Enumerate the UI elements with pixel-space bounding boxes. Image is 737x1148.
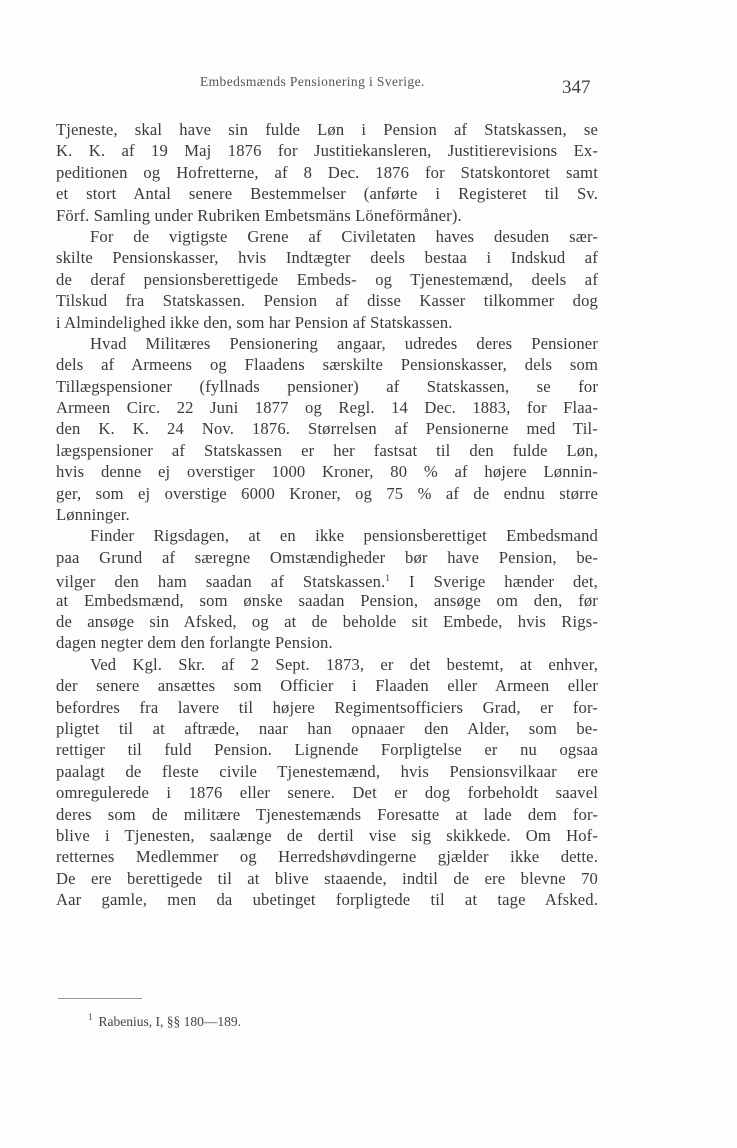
page-number: 347	[562, 77, 591, 98]
text-line: Armeen Circ. 22 Juni 1877 og Regl. 14 Dec. 1883, for Flaa-	[56, 398, 598, 418]
text-line: Tjeneste, skal have sin fulde Løn i Pension af Statskassen, se	[56, 120, 598, 139]
text-line: Tillægspensioner (fyllnads pensioner) af Statskassen, se for	[56, 376, 598, 396]
text-line: rettiger til fuld Pension. Lignende Forpligtelse er nu ogsaa	[56, 740, 598, 760]
footnote-reference[interactable]: 1	[385, 573, 391, 584]
text-line: ger, som ej overstige 6000 Kroner, og 75 % af de endnu større	[56, 483, 598, 503]
text-line: De ere berettigede til at blive staaende, indtil de ere blevne 70	[56, 868, 598, 888]
text-line: blive i Tjenesten, saalænge de dertil vise sig skikkede. Om Hof-	[56, 825, 598, 845]
text-span: vilger den ham saadan af Statskassen.	[56, 572, 386, 592]
text-line: Hvad Militæres Pensionering angaar, udredes deres Pensioner	[90, 333, 598, 353]
running-title: Embedsmænds Pensionering i Sverige.	[200, 74, 425, 89]
text-line: dels af Armeens og Flaadens særskilte Pensionskasser, dels som	[56, 355, 598, 375]
text-line: i Almindelighed ikke den, som har Pension af Statskassen.	[56, 312, 453, 332]
text-line: der senere ansættes som Officier i Flaaden eller Armeen eller	[56, 676, 598, 696]
text-line: peditionen og Hofretterne, af 8 Dec. 1876 for Statskontoret samt	[56, 162, 598, 182]
text-line: Förf. Samling under Rubriken Embetsmäns Löneförmåner).	[56, 205, 462, 225]
text-line: dagen negter dem den forlangte Pension.	[56, 633, 333, 653]
text-line: de ansøge sin Afsked, og at de beholde sit Embede, hvis Rigs-	[56, 611, 598, 631]
text-line: K. K. af 19 Maj 1876 for Justitiekansleren, Justitierevisions Ex-	[56, 141, 598, 161]
text-line: de deraf pensionsberettigede Embeds- og Tjenestemænd, deels af	[56, 269, 598, 289]
footnote-divider	[58, 998, 142, 999]
text-line: Finder Rigsdagen, at en ikke pensionsberettiget Embedsmand	[90, 526, 598, 546]
footnote-text: Rabenius, I, §§ 180—189.	[98, 1014, 241, 1029]
text-line: hvis denne ej overstiger 1000 Kroner, 80 % af højere Lønnin-	[56, 462, 598, 482]
text-line: For de vigtigste Grene af Civiletaten haves desuden sær-	[90, 226, 598, 246]
text-line: Ved Kgl. Skr. af 2 Sept. 1873, er det bestemt, at enhver,	[90, 654, 598, 674]
text-line: den K. K. 24 Nov. 1876. Størrelsen af Pensionerne med Til-	[56, 419, 598, 439]
text-line: befordres fra lavere til højere Regimentsofficiers Grad, er for-	[56, 697, 598, 717]
footnote-marker: 1	[88, 1012, 93, 1022]
text-line: pligtet til at aftræde, naar han opnaaer den Alder, som be-	[56, 718, 598, 738]
text-line: Lønninger.	[56, 505, 130, 525]
text-line: Aar gamle, men da ubetinget forpligtede til at tage Afsked.	[56, 890, 598, 910]
text-line: lægspensioner af Statskassen er her fastsat til den fulde Løn,	[56, 440, 598, 460]
text-line: omregulerede i 1876 eller senere. Det er dog forbeholdt saavel	[56, 783, 598, 803]
text-line: Tilskud fra Statskassen. Pension af disse Kasser tilkommer dog	[56, 291, 598, 311]
body-text	[56, 119, 598, 910]
text-line: at Embedsmænd, som ønske saadan Pension, ansøge om den, før	[56, 590, 598, 610]
text-line: skilte Pensionskasser, hvis Indtægter deels bestaa i Indskud af	[56, 248, 598, 268]
text-line	[56, 568, 598, 592]
text-line: deres som de militære Tjenestemænds Foresatte at lade dem for-	[56, 804, 598, 824]
text-span: I Sverige hænder det,	[409, 572, 598, 592]
text-line: et stort Antal senere Bestemmelser (anførte i Registeret til Sv.	[56, 184, 598, 204]
text-line: paalagt de fleste civile Tjenestemænd, hvis Pensionsvilkaar ere	[56, 761, 598, 781]
footnote	[88, 1012, 241, 1030]
text-line: paa Grund af særegne Omstændigheder bør have Pension, be-	[56, 547, 598, 567]
text-line: retternes Medlemmer og Herredshøvdingerne gjælder ikke dette.	[56, 847, 598, 867]
